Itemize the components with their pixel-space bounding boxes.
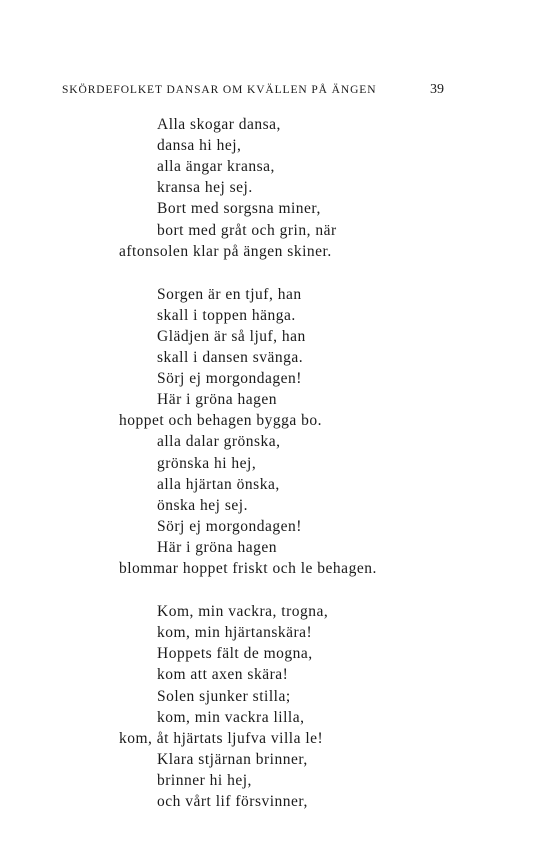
poem-line: skall i dansen svänga. bbox=[157, 349, 304, 366]
poem-line: skall i toppen hänga. bbox=[157, 306, 296, 324]
poem-line: Sörj ej morgondagen! bbox=[157, 517, 302, 535]
poem-line: alla hjärtan önska, bbox=[157, 475, 280, 493]
poem-line: kom, åt hjärtats ljufva villa le! bbox=[119, 729, 324, 747]
poem-line: Sorgen är en tjuf, han bbox=[157, 285, 302, 303]
page-header bbox=[62, 82, 444, 98]
poem-line: Klara stjärnan brinner, bbox=[157, 750, 308, 768]
poem-line: aftonsolen klar på ängen skiner. bbox=[119, 242, 332, 260]
poem-line: och vårt lif försvinner, bbox=[157, 793, 308, 810]
poem-line: kom att axen skära! bbox=[157, 666, 289, 684]
page-number: 39 bbox=[430, 82, 444, 97]
poem-line: Solen sjunker stilla; bbox=[157, 687, 291, 705]
poem-line: blommar hoppet friskt och le behagen. bbox=[119, 560, 377, 577]
poem-line: Glädjen är så ljuf, han bbox=[157, 327, 306, 345]
poem-line: kransa hej sej. bbox=[157, 179, 253, 197]
poem-line: Sörj ej morgondagen! bbox=[157, 370, 302, 388]
poem-line: Här i gröna hagen bbox=[157, 538, 277, 556]
poem-line: Kom, min vackra, trogna, bbox=[157, 603, 329, 621]
poem-line: bort med gråt och grin, när bbox=[157, 221, 337, 239]
poem-line: Alla skogar dansa, bbox=[157, 116, 281, 133]
poem-line: Bort med sorgsna miner, bbox=[157, 200, 321, 218]
poem-line: önska hej sej. bbox=[157, 496, 248, 514]
poem-line: alla ängar kransa, bbox=[157, 158, 275, 176]
poem-line: kom, min vackra lilla, bbox=[157, 708, 305, 726]
poem-line: hoppet och behagen bygga bo. bbox=[119, 412, 322, 430]
running-head: SKÖRDEFOLKET DANSAR OM KVÄLLEN PÅ ÄNGEN bbox=[62, 84, 377, 96]
poem-line: brinner hi hej, bbox=[157, 771, 252, 789]
poem-line: kom, min hjärtanskära! bbox=[157, 624, 313, 642]
poem-line: Hoppets fält de mogna, bbox=[157, 645, 313, 663]
poem-line: grönska hi hej, bbox=[157, 454, 257, 472]
poem-line: alla dalar grönska, bbox=[157, 433, 281, 451]
poem-line: Här i gröna hagen bbox=[157, 391, 277, 409]
poem-line: dansa hi hej, bbox=[157, 137, 242, 155]
